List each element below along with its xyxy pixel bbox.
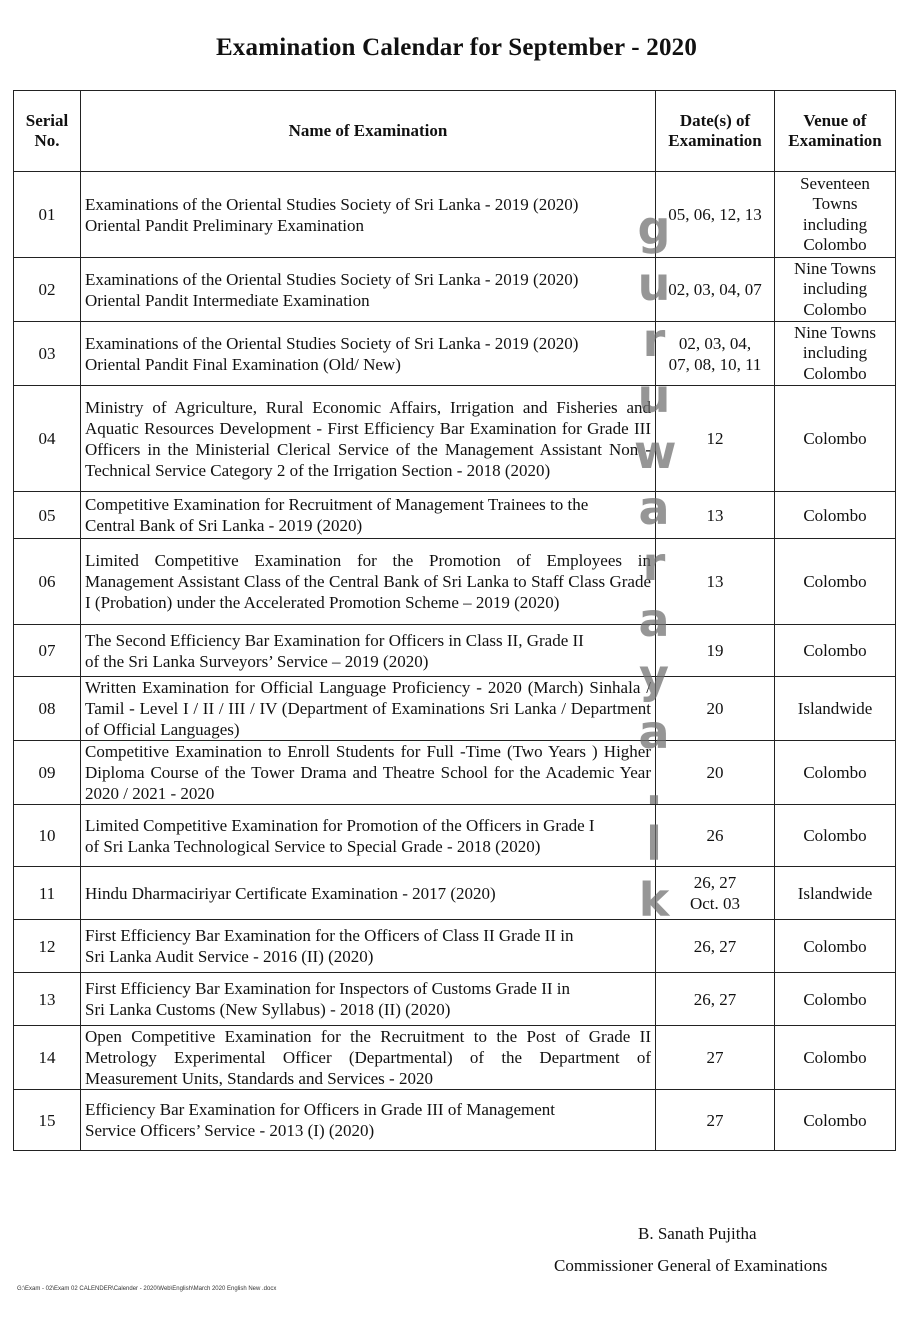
watermark-letter: g (637, 201, 671, 255)
exam-name-cell: Written Examination for Official Language Proficiency - 2020 (March) Sinhala / Tamil - Level I / II / III / IV (Department of Examinations Sri Lanka / Department of Official Languages) (81, 677, 656, 741)
serial-cell: 12 (14, 920, 81, 973)
exam-name-cell: First Efficiency Bar Examination for the Officers of Class II Grade II in Sri Lanka Audit Service - 2016 (II) (2020) (81, 920, 656, 973)
table-row (14, 625, 896, 677)
signatory-title: Commissioner General of Examinations (554, 1256, 828, 1275)
header-serial: Serial No. (14, 91, 81, 172)
table-row (14, 539, 896, 625)
exam-dates-cell: 27 (656, 1026, 775, 1090)
venue-cell: Colombo (775, 492, 896, 539)
exam-dates-cell: 26, 27 Oct. 03 (656, 867, 775, 920)
exam-name-cell: Examinations of the Oriental Studies Society of Sri Lanka - 2019 (2020) Oriental Pandit Intermediate Examination (81, 258, 656, 322)
serial-cell: 10 (14, 805, 81, 867)
watermark-letter: . (645, 761, 663, 815)
exam-dates-cell: 02, 03, 04, 07, 08, 10, 11 (656, 322, 775, 386)
serial-cell: 06 (14, 539, 81, 625)
table-header-row (14, 91, 896, 172)
watermark-letter: k (638, 873, 670, 927)
venue-cell: Colombo (775, 625, 896, 677)
watermark-letter: a (638, 705, 670, 759)
serial-cell: 02 (14, 258, 81, 322)
exam-name-cell: Examinations of the Oriental Studies Society of Sri Lanka - 2019 (2020) Oriental Pandit Preliminary Examination (81, 172, 656, 258)
venue-cell: Colombo (775, 539, 896, 625)
venue-cell: Colombo (775, 1090, 896, 1151)
table-row (14, 973, 896, 1026)
table-row (14, 386, 896, 492)
exam-dates-cell: 19 (656, 625, 775, 677)
exam-name-cell: Hindu Dharmaciriyar Certificate Examination - 2017 (2020) (81, 867, 656, 920)
serial-cell: 07 (14, 625, 81, 677)
table-row (14, 258, 896, 322)
watermark-letter: u (637, 257, 671, 311)
serial-cell: 05 (14, 492, 81, 539)
exam-name-cell: Competitive Examination for Recruitment of Management Trainees to the Central Bank of Sri Lanka - 2019 (2020) (81, 492, 656, 539)
table-row (14, 322, 896, 386)
venue-cell: Colombo (775, 805, 896, 867)
venue-cell: Seventeen Towns including Colombo (775, 172, 896, 258)
watermark-letter: a (638, 593, 670, 647)
exam-dates-cell: 02, 03, 04, 07 (656, 258, 775, 322)
exam-name-cell: Examinations of the Oriental Studies Society of Sri Lanka - 2019 (2020) Oriental Pandit Final Examination (Old/ New) (81, 322, 656, 386)
table-row (14, 492, 896, 539)
exam-dates-cell: 20 (656, 741, 775, 805)
signatory-name: B. Sanath Pujitha (638, 1224, 757, 1243)
table-row (14, 805, 896, 867)
table-row (14, 741, 896, 805)
serial-cell: 11 (14, 867, 81, 920)
exam-name-cell: Open Competitive Examination for the Recruitment to the Post of Grade II Metrology Experimental Officer (Departmental) of the Department of Measurement Units, Standards and Services - 2020 (81, 1026, 656, 1090)
serial-cell: 14 (14, 1026, 81, 1090)
venue-cell: Colombo (775, 1026, 896, 1090)
watermark-letter: y (639, 649, 669, 703)
exam-dates-cell: 26 (656, 805, 775, 867)
exam-dates-cell: 26, 27 (656, 920, 775, 973)
exam-name-cell: Ministry of Agriculture, Rural Economic Affairs, Irrigation and Fisheries and Aquatic Resources Development - First Efficiency Bar Examination for Grade III Officers in the Ministerial Clerical Service of the Management Assistant Non - Technical Service Category 2 of the Irrigation Section - 2018 (2020) (81, 386, 656, 492)
venue-cell: Colombo (775, 973, 896, 1026)
exam-name-cell: Limited Competitive Examination for the Promotion of Employees in Management Assistant Class of the Central Bank of Sri Lanka to Staff Class Grade I (Probation) under the Accelerated Promotion Scheme – 2019 (2020) (81, 539, 656, 625)
venue-cell: Nine Towns including Colombo (775, 258, 896, 322)
table-row (14, 867, 896, 920)
header-name: Name of Examination (81, 91, 656, 172)
venue-cell: Islandwide (775, 677, 896, 741)
table-row (14, 920, 896, 973)
exam-name-cell: Limited Competitive Examination for Promotion of the Officers in Grade I of Sri Lanka Technological Service to Special Grade - 2018 (2020) (81, 805, 656, 867)
serial-cell: 03 (14, 322, 81, 386)
serial-cell: 09 (14, 741, 81, 805)
exam-name-cell: First Efficiency Bar Examination for Inspectors of Customs Grade II in Sri Lanka Customs (New Syllabus) - 2018 (II) (2020) (81, 973, 656, 1026)
exam-dates-cell: 26, 27 (656, 973, 775, 1026)
serial-cell: 08 (14, 677, 81, 741)
exam-dates-cell: 20 (656, 677, 775, 741)
watermark-letter: l (646, 817, 662, 871)
serial-cell: 13 (14, 973, 81, 1026)
exam-dates-cell: 13 (656, 492, 775, 539)
exam-name-cell: Competitive Examination to Enroll Students for Full -Time (Two Years ) Higher Diploma Course of the Tower Drama and Theatre School for the Academic Year 2020 / 2021 - 2020 (81, 741, 656, 805)
file-path: G:\Exam - 02\Exam 02 CALENDER\Calender - 2020\Web\English\March 2020 English New .docx (17, 1286, 277, 1292)
serial-cell: 15 (14, 1090, 81, 1151)
header-venue: Venue of Examination (775, 91, 896, 172)
exam-calendar-table (13, 90, 896, 1151)
serial-cell: 04 (14, 386, 81, 492)
serial-cell: 01 (14, 172, 81, 258)
exam-name-cell: The Second Efficiency Bar Examination for Officers in Class II, Grade II of the Sri Lanka Surveyors’ Service – 2019 (2020) (81, 625, 656, 677)
exam-name-cell: Efficiency Bar Examination for Officers in Grade III of Management Service Officers’ Service - 2013 (I) (2020) (81, 1090, 656, 1151)
watermark-letter: r (642, 537, 666, 591)
table-row (14, 1090, 896, 1151)
venue-cell: Colombo (775, 741, 896, 805)
table-row (14, 1026, 896, 1090)
header-dates: Date(s) of Examination (656, 91, 775, 172)
watermark-letter: r (642, 313, 666, 367)
exam-dates-cell: 13 (656, 539, 775, 625)
exam-dates-cell: 27 (656, 1090, 775, 1151)
page-title: Examination Calendar for September - 2020 (215, 34, 698, 61)
exam-dates-cell: 12 (656, 386, 775, 492)
venue-cell: Colombo (775, 386, 896, 492)
watermark-letter: u (637, 369, 671, 423)
venue-cell: Colombo (775, 920, 896, 973)
exam-dates-cell: 05, 06, 12, 13 (656, 172, 775, 258)
table-row (14, 172, 896, 258)
watermark-letter: a (638, 481, 670, 535)
table-row (14, 677, 896, 741)
venue-cell: Nine Towns including Colombo (775, 322, 896, 386)
watermark-letter: w (634, 425, 677, 479)
venue-cell: Islandwide (775, 867, 896, 920)
